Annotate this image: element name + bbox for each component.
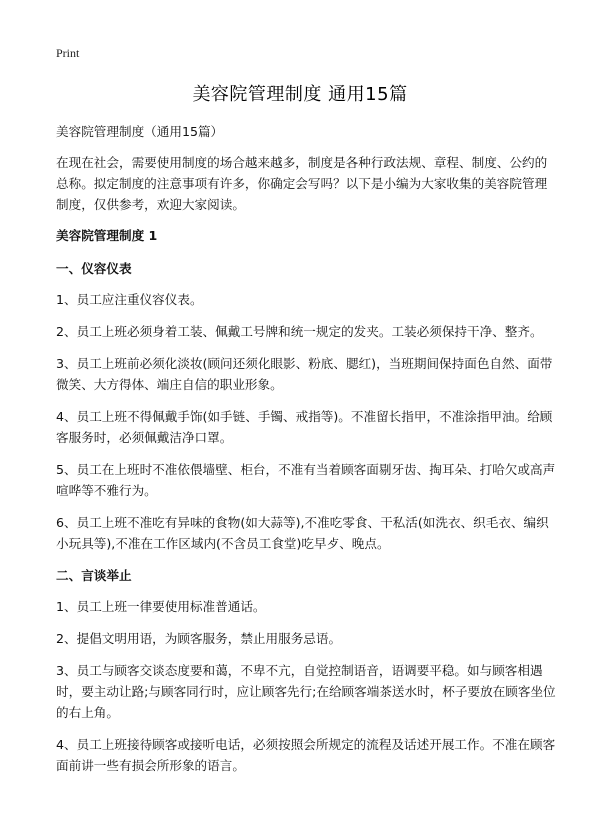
list-item: 1、员工上班一律要使用标准普通话。 bbox=[56, 599, 266, 614]
print-link[interactable]: Print bbox=[56, 46, 80, 60]
list-item: 4、员工上班接待顾客或接听电话，必须按照会所规定的流程及话述开展工作。不准在顾客面前讲一些有损会所形象的语言。 bbox=[56, 737, 556, 773]
part-heading: 二、言谈举止 bbox=[56, 568, 132, 583]
section-title: 美容院管理制度 1 bbox=[56, 228, 158, 243]
intro-paragraph: 在现在社会，需要使用制度的场合越来越多，制度是各种行政法规、章程、制度、公约的总称。拟定制度的注意事项有许多，你确定会写吗？以下是小编为大家收集的美容院管理制度，仅供参考，欢迎大家阅读。 bbox=[56, 155, 548, 212]
part-items bbox=[56, 289, 556, 554]
list-item: 3、员工上班前必须化淡妆(顾问还须化眼影、粉底、腮红)，当班期间保持面色自然、面带微笑、大方得体、端庄自信的职业形象。 bbox=[56, 356, 553, 392]
list-item: 3、员工与顾客交谈态度要和蔼，不卑不亢，自觉控制语音，语调要平稳。如与顾客相遇时，要主动让路;与顾客同行时，应让顾客先行;在给顾客端茶送水时，杯子要放在顾客坐位的右上角。 bbox=[56, 663, 556, 720]
part-items bbox=[56, 596, 556, 776]
list-item: 5、员工在上班时不准依偎墙壁、柜台，不准有当着顾客面剔牙齿、掏耳朵、打哈欠或高声喧哗等不雅行为。 bbox=[56, 462, 556, 498]
list-item: 1、员工应注重仪容仪表。 bbox=[56, 292, 203, 307]
list-item: 6、员工上班不准吃有异味的食物(如大蒜等),不准吃零食、干私活(如洗衣、织毛衣、编织小玩具等),不准在工作区域内(不含员工食堂)吃早歺、晚点。 bbox=[56, 515, 549, 551]
list-item: 2、员工上班必须身着工装、佩戴工号牌和统一规定的发夹。工装必须保持干净、整齐。 bbox=[56, 324, 543, 339]
list-item: 2、提倡文明用语，为顾客服务，禁止用服务忌语。 bbox=[56, 631, 342, 646]
part-heading: 一、仪容仪表 bbox=[56, 261, 132, 276]
page-title: 美容院管理制度 通用15篇 bbox=[192, 84, 408, 105]
document-body bbox=[56, 121, 556, 787]
list-item: 4、员工上班不得佩戴手饰(如手链、手镯、戒指等)。不准留长指甲，不准涂指甲油。给顾客服务时，必须佩戴洁净口罩。 bbox=[56, 409, 553, 445]
document-subtitle: 美容院管理制度（通用15篇） bbox=[56, 124, 224, 139]
